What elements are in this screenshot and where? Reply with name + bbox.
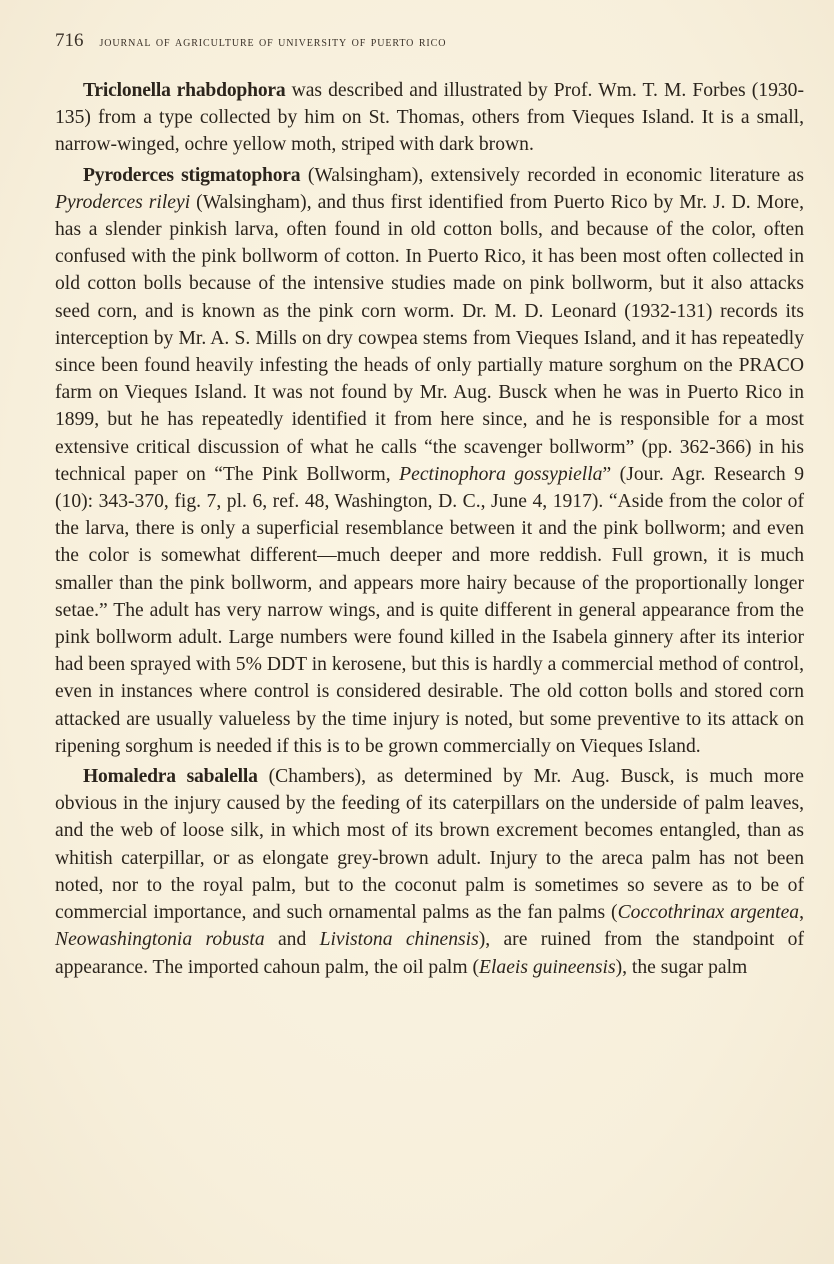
italic-term: Neowashingtonia robusta <box>55 929 265 951</box>
paragraph-homaledra <box>55 763 804 981</box>
species-name: Pyroderces stigmatophora <box>83 164 301 186</box>
italic-term: Coccothrinax argentea <box>617 902 800 924</box>
text-run: , <box>799 902 804 924</box>
text-run: and <box>264 929 320 951</box>
paragraph-pyroderces <box>55 162 804 760</box>
paragraph-text <box>55 165 804 757</box>
italic-term: Pyroderces rileyi <box>55 191 191 213</box>
text-run: ” (Jour. Agr. Research 9 (10): 343-370, fig. 7, pl. 6, ref. 48, Washington, D. C., June 4, 1917). “Aside from the color of the larva, there is only a superficial resemblance between it and the pink bollworm; and even the color is somewhat different—much deeper and more reddish. Full grown, it is much smaller than the pink bollworm, and appears more hairy because of the proportionally longer setae.” The adult has very narrow wings, and is quite different in general appearance from the pink bollworm adult. Large numbers were found killed in the Isabela ginnery after its interior had been sprayed with 5% DDT in kerosene, but this is hardly a commercial method of control, even in instances where control is considered desirable. The old cotton bolls and stored corn attacked are usually valueless by the time injury is noted, but some preventive to its attack on ripening sorghum is needed if this is to be grown commercially on Vieques Island. <box>55 463 805 757</box>
page-number: 716 <box>55 30 84 51</box>
italic-term: Livistona chinensis <box>319 929 479 951</box>
paragraph-text <box>55 766 804 977</box>
text-run: (Walsingham), extensively recorded in economic literature as <box>300 164 804 186</box>
italic-term: Pectinophora gossypiella <box>399 463 603 485</box>
text-run: ), are ruined from the standpoint of appearance. The imported cahoun palm, the oil palm ( <box>55 929 805 978</box>
species-name: Triclonella rhabdophora <box>83 80 286 101</box>
text-run: was described and illustrated by Prof. Wm. T. M. Forbes (1930-135) from a type collected by him on St. Thomas, others from Vieques Island. It is a small, narrow-winged, ochre yellow moth, striped with dark brown. <box>55 80 804 156</box>
body-text <box>55 77 804 981</box>
species-name: Homaledra sabalella <box>83 766 258 788</box>
paragraph-triclonella <box>55 77 804 159</box>
italic-term: Elaeis guineensis <box>479 956 616 978</box>
text-run: ), the sugar palm <box>615 956 748 978</box>
journal-title: journal of agriculture of university of puerto rico <box>99 34 447 50</box>
text-run: (Chambers), as determined by Mr. Aug. Busck, is much more obvious in the injury caused by the feeding of its caterpillars on the underside of palm leaves, and the web of loose silk, in which most of its brown excrement becomes entangled, than as whitish caterpillar, or as elongate grey-brown adult. Injury to the areca palm has not been noted, nor to the royal palm, but to the coconut palm is sometimes so severe as to be of commercial importance, and such ornamental palms as the fan palms ( <box>55 766 805 924</box>
running-head <box>55 30 795 54</box>
text-run: (Walsingham), and thus first identified from Puerto Rico by Mr. J. D. More, has a slender pinkish larva, often found in old cotton bolls, and because of the color, often confused with the pink bollworm of cotton. In Puerto Rico, it has been most often collected in old cotton bolls because of the intensive studies made on pink bollworm, but it also attacks seed corn, and is known as the pink corn worm. Dr. M. D. Leonard (1932-131) records its interception by Mr. A. S. Mills on dry cowpea stems from Vieques Island, and it has repeatedly since been found heavily infesting the heads of only partially mature sorghum on the PRACO farm on Vieques Island. It was not found by Mr. Aug. Busck when he was in Puerto Rico in 1899, but he has repeatedly identified it from here since, and he is responsible for a most extensive critical discussion of what he calls “the scavenger bollworm” (pp. 362-366) in his technical paper on “The Pink Bollworm, <box>55 191 804 485</box>
